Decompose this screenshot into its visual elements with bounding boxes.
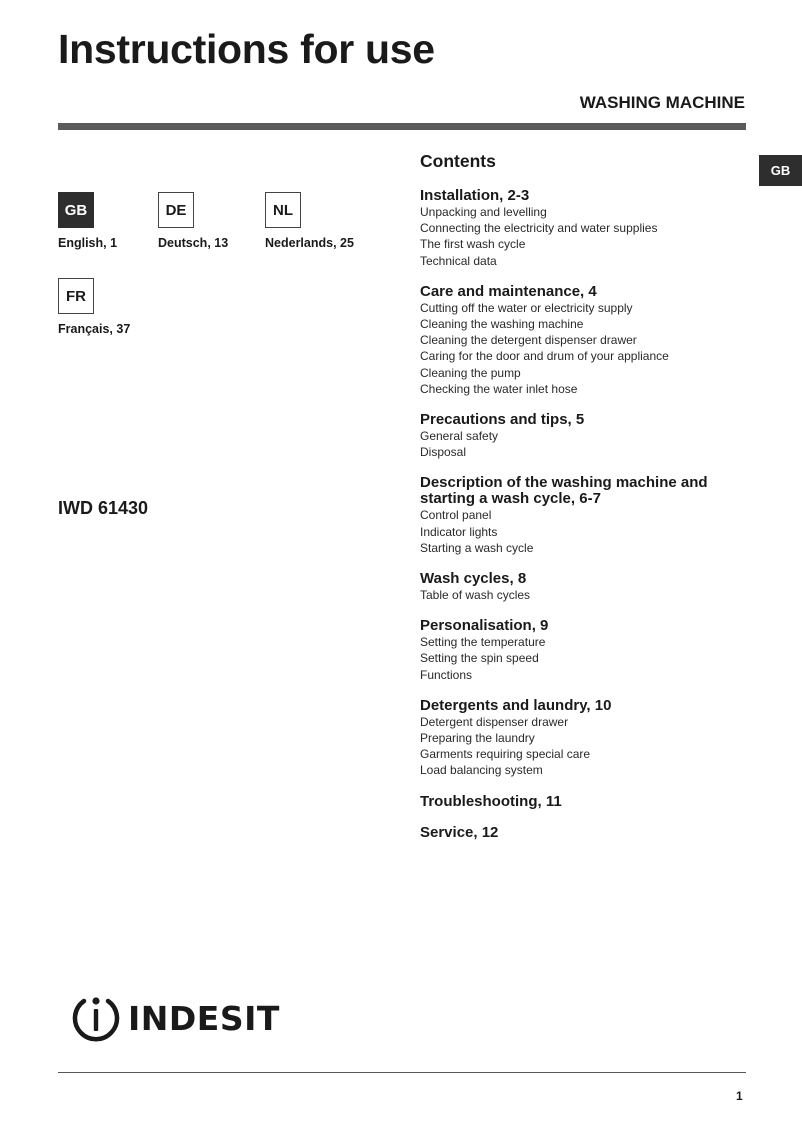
contents-item[interactable]: Cleaning the detergent dispenser drawer <box>420 333 637 348</box>
contents-item[interactable]: Table of wash cycles <box>420 588 531 603</box>
language-label: Français, 37 <box>58 322 131 336</box>
contents-item[interactable]: Connecting the electricity and water supplies <box>420 221 658 236</box>
contents-section-title[interactable]: Troubleshooting, 11 <box>420 792 562 810</box>
contents-item[interactable]: General safety <box>420 429 499 444</box>
contents-item[interactable]: Detergent dispenser drawer <box>420 714 569 729</box>
language-label: English, 1 <box>58 236 118 250</box>
contents-item[interactable]: Disposal <box>420 445 467 460</box>
language-code-box: DE <box>158 192 194 228</box>
header-rule <box>58 123 746 130</box>
language-code-box: GB <box>58 192 94 228</box>
language-fr[interactable] <box>58 278 130 336</box>
logo-wordmark: INDESIT <box>128 998 280 1038</box>
language-gb[interactable] <box>58 192 117 250</box>
language-nl[interactable] <box>265 192 354 250</box>
contents-item[interactable]: Caring for the door and drum of your appliance <box>420 349 669 364</box>
contents-item[interactable]: Garments requiring special care <box>420 747 591 762</box>
contents-item[interactable]: Starting a wash cycle <box>420 540 534 555</box>
contents-item[interactable]: Checking the water inlet hose <box>420 381 578 396</box>
contents-item[interactable]: Setting the spin speed <box>420 651 539 666</box>
contents-item[interactable]: Functions <box>420 667 473 682</box>
language-label: Nederlands, 25 <box>265 236 354 250</box>
contents-item[interactable]: Preparing the laundry <box>420 731 535 746</box>
table-of-contents <box>420 151 750 856</box>
footer-rule <box>58 1072 746 1073</box>
contents-item[interactable]: Setting the temperature <box>420 635 546 650</box>
brand-logo <box>70 993 280 1043</box>
language-side-tab: GB <box>759 155 802 186</box>
page-number: 1 <box>736 1089 743 1103</box>
contents-item[interactable]: The first wash cycle <box>420 237 526 252</box>
contents-item[interactable]: Cleaning the pump <box>420 365 521 380</box>
contents-section-title[interactable]: Installation, 2-3 <box>420 187 530 204</box>
contents-sections <box>420 188 750 841</box>
language-code-box: NL <box>265 192 301 228</box>
language-code-box: FR <box>58 278 94 314</box>
contents-section <box>420 571 750 603</box>
contents-section <box>420 284 750 397</box>
contents-heading: Contents <box>420 151 496 171</box>
indesit-logo-icon <box>70 993 122 1043</box>
contents-item[interactable]: Cleaning the washing machine <box>420 317 584 332</box>
contents-section <box>420 698 750 779</box>
contents-section <box>420 188 750 269</box>
document-subtitle: WASHING MACHINE <box>579 93 745 112</box>
contents-section-title[interactable]: Personalisation, 9 <box>420 617 549 635</box>
contents-section-title[interactable]: Detergents and laundry, 10 <box>420 696 612 714</box>
contents-section-title[interactable]: Wash cycles, 8 <box>420 570 527 588</box>
contents-section-title[interactable]: Care and maintenance, 4 <box>420 282 597 300</box>
contents-item[interactable]: Indicator lights <box>420 524 498 539</box>
page-title: Instructions for use <box>58 26 435 72</box>
contents-section-title[interactable]: Service, 12 <box>420 823 499 841</box>
contents-section-title[interactable]: Precautions and tips, 5 <box>420 411 585 429</box>
contents-section <box>420 475 750 556</box>
language-de[interactable] <box>158 192 228 250</box>
language-label: Deutsch, 13 <box>158 236 229 250</box>
contents-item[interactable]: Unpacking and levelling <box>420 205 547 219</box>
contents-item[interactable]: Control panel <box>420 508 492 523</box>
contents-section <box>420 618 750 683</box>
contents-section <box>420 825 750 841</box>
contents-item[interactable]: Cutting off the water or electricity supply <box>420 300 633 315</box>
contents-section-title[interactable]: Description of the washing machine and starting a wash cycle, 6-7 <box>420 474 708 508</box>
model-number: IWD 61430 <box>58 498 149 518</box>
contents-item[interactable]: Load balancing system <box>420 763 543 778</box>
contents-section <box>420 794 750 810</box>
contents-section <box>420 412 750 460</box>
contents-item[interactable]: Technical data <box>420 253 497 268</box>
